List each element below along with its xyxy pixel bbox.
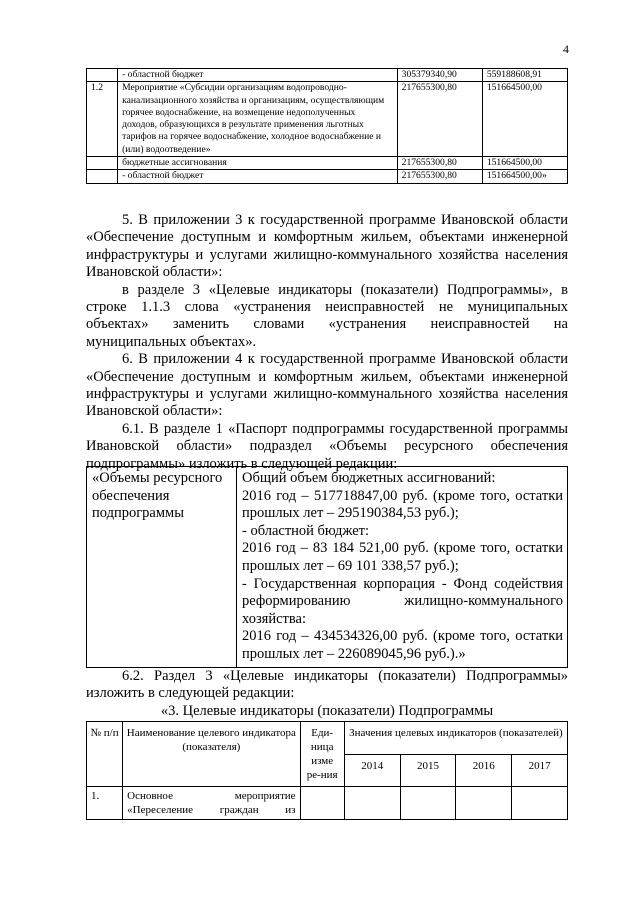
resource-line: - областной бюджет: xyxy=(242,522,370,539)
table-row xyxy=(87,69,568,82)
row-number xyxy=(87,157,118,170)
row-name: бюджетные ассигнования xyxy=(118,157,398,170)
row-value-2016: 217655300,80 xyxy=(397,82,482,157)
row-name: Мероприятие «Субсидии организациям водопроводно-канализационного хозяйства и организациям, осуществляющим горячее водоснабжение, на возмещение недополученных доходов, образующихся в результате применения льготных тарифов на горячее водоснабжение, холодное водоснабжение и (или) водоотведение» xyxy=(118,82,398,157)
row-value xyxy=(456,787,512,820)
resource-line: 2016 год – 434534326,00 руб. (кроме того, остатки прошлых лет – 226089045,96 руб.).» xyxy=(242,628,563,662)
row-number: 1. xyxy=(87,787,123,820)
paragraph-6-2: 6.2. Раздел 3 «Целевые индикаторы (показатели) Подпрограммы» изложить в следующей редакции: xyxy=(86,668,568,702)
paragraph-6: 6. В приложении 4 к государственной программе Ивановской области «Обеспечение доступным и комфортным жильем, объектами инженерной инфраструктуры и услугами жилищно-коммунального хозяйства населения Ивановской области»: xyxy=(86,351,568,420)
resource-line: Общий объем бюджетных ассигнований: xyxy=(242,470,496,486)
header-year: 2016 xyxy=(456,754,512,787)
paragraph-5: 5. В приложении 3 к государственной программе Ивановской области «Обеспечение доступным и комфортным жильем, объектами инженерной инфраструктуры и услугами жилищно-коммунального хозяйства населения Ивановской области»: xyxy=(86,212,568,281)
table-row xyxy=(87,467,568,668)
indicators-table xyxy=(86,721,568,820)
row-value-2016: 217655300,80 xyxy=(397,157,482,170)
budget-table xyxy=(86,68,568,184)
row-value xyxy=(344,787,400,820)
row-value-2016: 305379340,90 xyxy=(397,69,482,82)
header-year: 2015 xyxy=(400,754,456,787)
paragraph-5-block xyxy=(86,212,568,473)
page-number: 4 xyxy=(563,42,569,56)
row-value xyxy=(512,787,568,820)
row-value-2017: 151664500,00 xyxy=(482,82,567,157)
header-year: 2014 xyxy=(344,754,400,787)
row-unit xyxy=(300,787,344,820)
paragraph-5-1: в разделе 3 «Целевые индикаторы (показатели) Подпрограммы», в строке 1.1.3 слова «устранения неисправностей не муниципальных объектах» заменить словами «устранения неисправностей на муниципальных объектах». xyxy=(86,281,568,350)
row-name: - областной бюджет xyxy=(118,170,398,183)
resource-line: - Государственная корпорация - Фонд содействия реформированию жилищно-коммунального хозяйства: xyxy=(242,575,563,627)
header-year: 2017 xyxy=(512,754,568,787)
row-number xyxy=(87,170,118,183)
resource-line: 2016 год – 517718847,00 руб. (кроме того, остатки прошлых лет – 295190384,53 руб.); xyxy=(242,487,563,522)
row-name: - областной бюджет xyxy=(118,69,398,82)
header-values: Значения целевых индикаторов (показателей) xyxy=(344,722,567,755)
row-name: Основное мероприятие «Переселение граждан из xyxy=(123,787,300,820)
resource-values xyxy=(237,467,568,668)
table-row xyxy=(87,157,568,170)
table-row xyxy=(87,787,568,820)
resource-line: 2016 год – 83 184 521,00 руб. (кроме того, остатки прошлых лет – 69 101 338,57 руб.); xyxy=(242,540,563,574)
row-value-2016: 217655300,80 xyxy=(397,170,482,183)
section-title: «3. Целевые индикаторы (показатели) Подпрограммы xyxy=(160,702,494,719)
row-number xyxy=(87,69,118,82)
table-header-row xyxy=(87,722,568,755)
row-value-2017: 151664500,00» xyxy=(482,170,567,183)
resource-label: «Объемы ресурсного обеспечения подпрограммы xyxy=(87,467,237,668)
header-number: № п/п xyxy=(87,722,123,787)
header-name: Наименование целевого индикатора (показателя) xyxy=(123,722,300,787)
table-row xyxy=(87,170,568,183)
row-number: 1.2 xyxy=(87,82,118,157)
resource-table xyxy=(86,466,568,668)
header-unit: Еди-ница изме ре-ния xyxy=(300,722,344,787)
row-value xyxy=(400,787,456,820)
row-value-2017: 559188608,91 xyxy=(482,69,567,82)
paragraph-6-1: 6.1. В разделе 1 «Паспорт подпрограммы государственной программы Ивановской области» подраздел «Объемы ресурсного обеспечения подпрограммы» изложить в следующей редакции: xyxy=(86,420,568,472)
table-row xyxy=(87,82,568,157)
row-value-2017: 151664500,00 xyxy=(482,157,567,170)
paragraph-6-2-block xyxy=(86,668,568,720)
